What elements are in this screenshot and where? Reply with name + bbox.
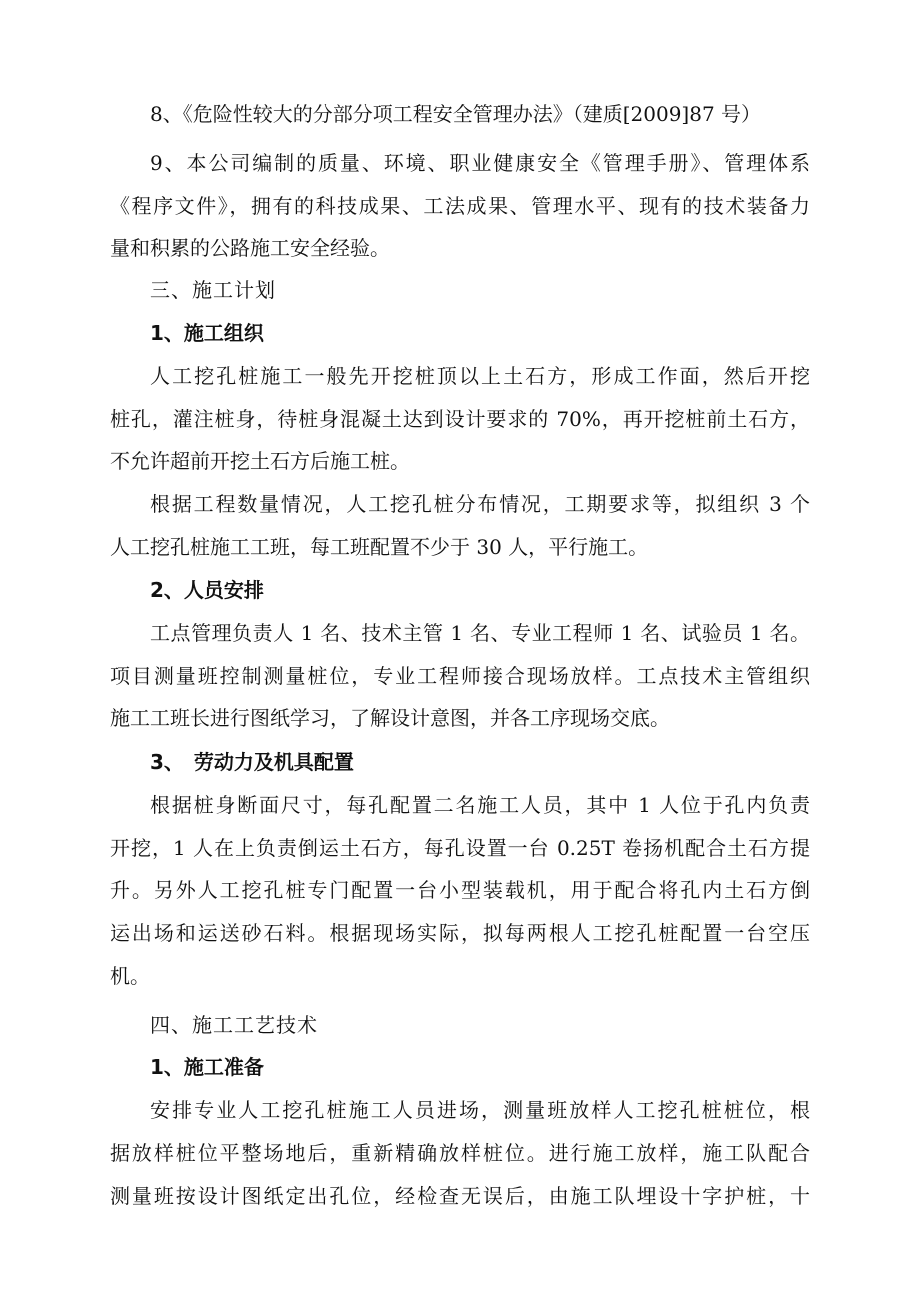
preparation-paragraph-line-2: 据放样桩位平整场地后，重新精确放样桩位。进行施工放样，施工队配合: [110, 1141, 810, 1165]
subheading-construction-organization: 1、施工组织: [150, 321, 264, 345]
section-heading-process-technology: 四、施工工艺技术: [150, 1013, 318, 1037]
reference-item-8: 8、《危险性较大的分部分项工程安全管理办法》（建质[2009]87 号）: [150, 102, 762, 126]
subheading-labor-and-equipment: 3、 劳动力及机具配置: [150, 750, 354, 774]
reference-item-9-line-2: 《程序文件》，拥有的科技成果、工法成果、管理水平、现有的技术装备力: [110, 194, 810, 218]
organization-paragraph-2-line-2: 人工挖孔桩施工工班，每工班配置不少于 30 人，平行施工。: [110, 535, 649, 559]
subheading-construction-preparation: 1、施工准备: [150, 1055, 264, 1079]
labor-paragraph-line-4: 运出场和运送砂石料。根据现场实际，拟每两根人工挖孔桩配置一台空压: [110, 921, 810, 945]
section-heading-construction-plan: 三、施工计划: [150, 278, 276, 302]
preparation-paragraph-line-3: 测量班按设计图纸定出孔位，经检查无误后，由施工队埋设十字护桩，十: [110, 1184, 810, 1208]
reference-item-9-line-1: 9、本公司编制的质量、环境、职业健康安全《管理手册》、管理体系: [150, 151, 810, 175]
organization-paragraph-1-line-2: 桩孔，灌注桩身，待桩身混凝土达到设计要求的 70%，再开挖桩前土石方，: [110, 407, 810, 431]
organization-paragraph-1-line-3: 不允许超前开挖土石方后施工桩。: [110, 449, 410, 473]
staff-paragraph-line-2: 项目测量班控制测量桩位，专业工程师接合现场放样。工点技术主管组织: [110, 664, 810, 688]
organization-paragraph-2-line-1: 根据工程数量情况，人工挖孔桩分布情况，工期要求等，拟组织 3 个: [150, 492, 810, 516]
labor-paragraph-line-3: 升。另外人工挖孔桩专门配置一台小型装载机，用于配合将孔内土石方倒: [110, 878, 810, 902]
labor-paragraph-line-2: 开挖，1 人在上负责倒运土石方，每孔设置一台 0.25T 卷扬机配合土石方提: [110, 836, 810, 860]
preparation-paragraph-line-1: 安排专业人工挖孔桩施工人员进场，测量班放样人工挖孔桩桩位，根: [150, 1098, 810, 1122]
subheading-staff-arrangement: 2、人员安排: [150, 578, 264, 602]
reference-item-9-line-3: 量和积累的公路施工安全经验。: [110, 236, 390, 260]
staff-paragraph-line-3: 施工工班长进行图纸学习，了解设计意图，并各工序现场交底。: [110, 706, 670, 730]
labor-paragraph-line-5: 机。: [110, 964, 150, 988]
staff-paragraph-line-1: 工点管理负责人 1 名、技术主管 1 名、专业工程师 1 名、试验员 1 名。: [150, 621, 810, 645]
organization-paragraph-1-line-1: 人工挖孔桩施工一般先开挖桩顶以上土石方，形成工作面，然后开挖: [150, 364, 810, 388]
labor-paragraph-line-1: 根据桩身断面尺寸，每孔配置二名施工人员，其中 1 人位于孔内负责: [150, 793, 810, 817]
